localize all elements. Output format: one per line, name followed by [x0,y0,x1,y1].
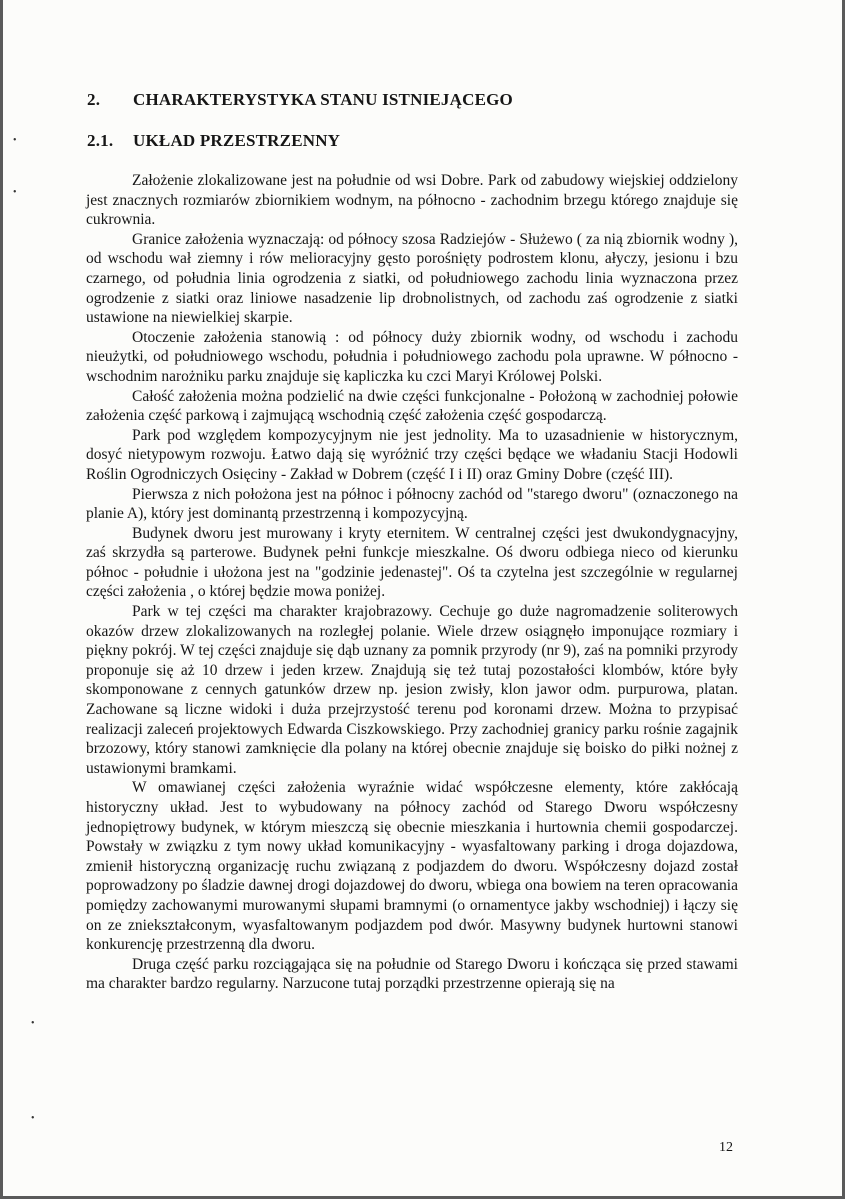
scan-speck: • [31,1018,35,1029]
paragraph: W omawianej części założenia wyraźnie widać współczesne elementy, które zakłócają historyczny układ. Jest to wybudowany na północy zachód od Starego Dworu współczesny jednopiętrowy budynek, w którym mieszczą się obecnie mieszkania i hurtownia chemii gospodarczej. Powstały w związku z tym nowy układ komunikacyjny - wyasfaltowany parking i droga dojazdowa, zmienił historyczną organizację ruchu związaną z podjazdem do dworu. Współczesny dojazd został poprowadzony po śladzie dawnej drogi dojazdowej do dworu, wbiega ona bowiem na teren opracowania pomiędzy zachowanymi murowanymi słupami bramnymi (o ornamentyce jakby wschodniej) i łączy się on ze zniekształconym, wyasfaltowanym podjazdem pod dwór. Masywny budynek hurtowni stanowi konkurencję przestrzenną dla dworu. [86,779,738,954]
paragraph: Park w tej części ma charakter krajobrazowy. Cechuje go duże nagromadzenie soliterowych okazów drzew zlokalizowanych na rozległej polanie. Wiele drzew osiągnęło imponujące rozmiary i piękny pokrój. W tej części znajduje się dąb uznany za pomnik przyrody (nr 9), zaś na pomniki przyrody proponuje się aż 10 drzew i jeden krzew. Znajdują się też tutaj pozostałości klombów, które były skomponowane z cennych gatunków drzew np. jesion zwisły, klon jawor odm. purpurowa, platan. Zachowane są liczne widoki i duża przejrzystość terenu pod koronami drzew. Można to przypisać realizacji zaleceń projektowych Edwarda Ciszkowskiego. Przy zachodniej granicy parku rośnie zagajnik brzozowy, który stanowi zamknięcie dla polany na której obecnie znajduje się boisko do piłki nożnej z ustawionymi bramkami. [86,603,738,777]
page-number: 12 [719,1140,733,1155]
paragraph: Całość założenia można podzielić na dwie części funkcjonalne - Położoną w zachodniej połowie założenia część parkową i zajmującą wschodnią część założenia część gospodarczą. [86,387,738,425]
paragraph: Założenie zlokalizowane jest na południe od wsi Dobre. Park od zabudowy wiejskiej oddzielony jest znacznych rozmiarów zbiornikiem wodnym, na północno - zachodnim brzegu którego znajduje się cukrownia. [86,172,738,229]
body-text [86,171,738,994]
scan-speck: • [31,1113,35,1124]
paragraph: Otoczenie założenia stanowią : od północy duży zbiornik wodny, od wschodu i zachodu nieużytki, od południowego wschodu, południa i południowego zachodu pola uprawne. W północno - wschodnim narożniku parku znajduje się kapliczka ku czci Maryi Królowej Polski. [86,328,738,385]
section-heading [87,90,513,110]
subsection-number: 2.1. [87,131,114,150]
subsection-heading [87,131,340,151]
section-number: 2. [87,90,101,109]
scan-edge-left [0,0,3,1199]
section-title: CHARAKTERYSTYKA STANU ISTNIEJĄCEGO [133,90,513,109]
paragraph: Budynek dworu jest murowany i kryty eternitem. W centralnej części jest dwukondygnacyjny, zaś skrzydła są parterowe. Budynek pełni funkcje mieszkalne. Oś dworu odbiega nieco od kierunku północ - południe i ułożona jest na "godzinie jedenastej". Oś ta czytelna jest szczególnie w regularnej części założenia , o której będzie mowa poniżej. [86,524,738,601]
paragraph: Druga część parku rozciągająca się na południe od Starego Dworu i kończąca się przed stawami ma charakter bardzo regularny. Narzucone tutaj porządki przestrzenne opierają się na [86,955,738,993]
paragraph: Pierwsza z nich położona jest na północ i północny zachód od "starego dworu" (oznaczonego na planie A), który jest dominantą przestrzenną i kompozycyjną. [86,485,738,523]
paragraph: Park pod względem kompozycyjnym nie jest jednolity. Ma to uzasadnienie w historycznym, dosyć nietypowym rozwoju. Łatwo dają się wyróżnić trzy części będące we władaniu Stacji Hodowli Roślin Ogrodniczych Osięciny - Zakład w Dobrem (część I i II) oraz Gminy Dobre (część III). [86,426,738,483]
subsection-title: UKŁAD PRZESTRZENNY [133,131,341,150]
paragraph: Granice założenia wyznaczają: od północy szosa Radziejów - Służewo ( za nią zbiornik wodny ), od wschodu wał ziemny i rów melioracyjny gęsto porośnięty podrostem klonu, ałyczy, jesionu i bzu czarnego, od południa linia ogrodzenia z siatki, od południowego zachodu linia wyznaczona przez ogrodzenie z siatki oraz liniowe nasadzenie lip drobnolistnych, od zachodu zaś ogrodzenie z siatki ustawione na niewielkiej skarpie. [86,230,738,327]
scan-speck: • [13,135,17,146]
scan-speck: • [13,187,17,198]
